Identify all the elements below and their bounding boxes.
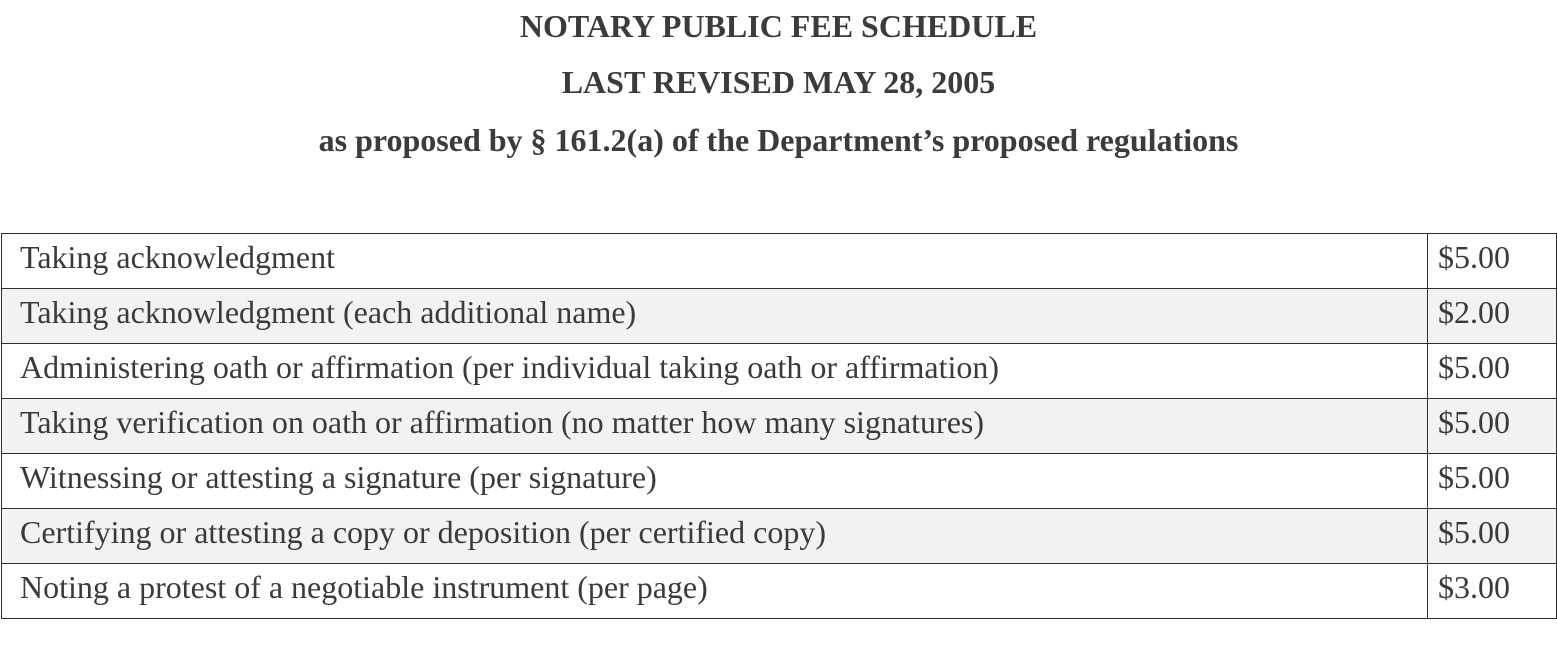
service-cell: Certifying or attesting a copy or deposition (per certified copy) bbox=[2, 509, 1428, 564]
fee-cell: $5.00 bbox=[1428, 344, 1557, 399]
service-cell: Administering oath or affirmation (per individual taking oath or affirmation) bbox=[2, 344, 1428, 399]
service-cell: Witnessing or attesting a signature (per signature) bbox=[2, 454, 1428, 509]
table-row bbox=[2, 399, 1557, 454]
table-row bbox=[2, 509, 1557, 564]
fee-schedule-table bbox=[1, 233, 1557, 619]
service-cell: Taking verification on oath or affirmation (no matter how many signatures) bbox=[2, 399, 1428, 454]
fee-cell: $3.00 bbox=[1428, 564, 1557, 619]
fee-cell: $5.00 bbox=[1428, 509, 1557, 564]
fee-cell: $5.00 bbox=[1428, 454, 1557, 509]
service-cell: Taking acknowledgment (each additional name) bbox=[2, 289, 1428, 344]
table-row bbox=[2, 289, 1557, 344]
service-cell: Noting a protest of a negotiable instrument (per page) bbox=[2, 564, 1428, 619]
table-row bbox=[2, 564, 1557, 619]
table-row bbox=[2, 454, 1557, 509]
fee-cell: $5.00 bbox=[1428, 234, 1557, 289]
table-row bbox=[2, 344, 1557, 399]
table-row bbox=[2, 234, 1557, 289]
fee-cell: $2.00 bbox=[1428, 289, 1557, 344]
page-title: NOTARY PUBLIC FEE SCHEDULE bbox=[519, 8, 1038, 44]
revision-date: LAST REVISED MAY 28, 2005 bbox=[561, 64, 996, 100]
service-cell: Taking acknowledgment bbox=[2, 234, 1428, 289]
fee-cell: $5.00 bbox=[1428, 399, 1557, 454]
page-subtitle: as proposed by § 161.2(a) of the Department’s proposed regulations bbox=[318, 122, 1239, 158]
